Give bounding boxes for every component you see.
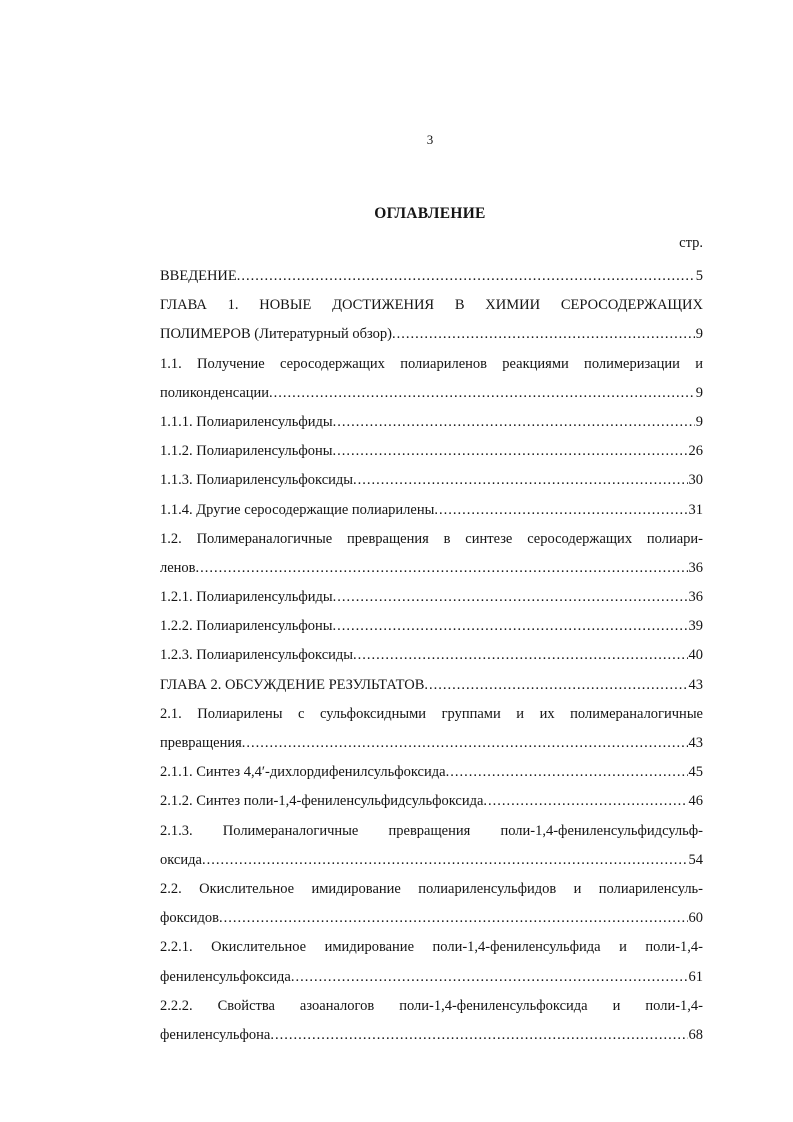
toc-entry-text: 1.1.1. Полиариленсульфиды [160, 413, 333, 430]
toc-entry-1-1-1[interactable] [160, 408, 703, 437]
toc-entry-1-1-heading[interactable]: 1.1. Получение серосодержащих полиариленов реакциями полимеризации и [160, 355, 703, 372]
toc-entry-page: 9 [695, 326, 703, 343]
toc-entry-page: 31 [688, 501, 703, 518]
toc-entry-page: 36 [688, 559, 703, 576]
leader-dots [333, 612, 688, 641]
leader-dots [269, 379, 695, 408]
toc-entry-text: 1.1.2. Полиариленсульфоны [160, 443, 333, 460]
toc-entry-page: 26 [688, 443, 703, 460]
leader-dots [333, 408, 695, 437]
toc-entry-2-1-3[interactable] [160, 846, 703, 875]
leader-dots [434, 496, 687, 525]
toc-entry-chapter-1-heading[interactable]: ГЛАВА 1. НОВЫЕ ДОСТИЖЕНИЯ В ХИМИИ СЕРОСОДЕРЖАЩИХ [160, 297, 703, 314]
toc-entry-1-1[interactable] [160, 379, 703, 408]
toc-entry-1-2-heading[interactable]: 1.2. Полимераналогичные превращения в синтезе серосодержащих полиари- [160, 530, 703, 547]
toc-entry-page: 40 [688, 647, 703, 664]
toc-entry-page: 36 [688, 589, 703, 606]
toc-entry-text: 1.2.2. Полиариленсульфоны [160, 618, 333, 635]
toc-entry-text: ленов [160, 559, 196, 576]
toc-entry-page: 9 [695, 413, 703, 430]
leader-dots [333, 437, 688, 466]
leader-dots [219, 904, 688, 933]
toc-entry-2-1-heading[interactable]: 2.1. Полиарилены с сульфоксидными группами и их полимераналогичные [160, 705, 703, 722]
leader-dots [353, 641, 687, 670]
toc-entry-2-2-heading[interactable]: 2.2. Окислительное имидирование полиариленсульфидов и полиариленсуль- [160, 880, 703, 897]
toc-entry-text: превращения [160, 735, 242, 751]
toc-entry-text: 2.1.1. Синтез 4,4′-дихлордифенилсульфоксида [160, 764, 446, 781]
leader-dots [353, 466, 687, 495]
toc-entry-text: 2.1.2. Синтез поли-1,4-фениленсульфидсульфоксида [160, 793, 484, 810]
toc-entry-text: оксида [160, 851, 202, 868]
toc-entry-text: поликонденсации [160, 384, 270, 401]
table-of-contents [160, 262, 703, 1050]
toc-entry-page: 43 [688, 735, 703, 751]
toc-entry-page: 9 [695, 384, 703, 401]
leader-dots [424, 671, 687, 700]
toc-entry-page: 60 [688, 910, 703, 927]
toc-entry-2-1-3-heading[interactable]: 2.1.3. Полимераналогичные превращения поли-1,4-фениленсульфидсульф- [160, 822, 703, 839]
toc-entry-page: 46 [688, 793, 703, 810]
toc-entry-1-1-4[interactable] [160, 496, 703, 525]
leader-dots [202, 846, 688, 875]
toc-entry-2-2[interactable] [160, 904, 703, 933]
toc-entry-1-2-1[interactable] [160, 583, 703, 612]
toc-entry-text: 1.2.3. Полиариленсульфоксиды [160, 647, 354, 664]
toc-entry-text: ГЛАВА 2. ОБСУЖДЕНИЕ РЕЗУЛЬТАТОВ [160, 676, 425, 693]
toc-entry-page: 43 [688, 676, 703, 693]
toc-entry-2-1-2[interactable] [160, 787, 703, 816]
toc-entry-text: 1.1.3. Полиариленсульфоксиды [160, 472, 354, 489]
toc-entry-2-1-1[interactable] [160, 758, 703, 787]
toc-entry-text: фениленсульфона [160, 1026, 271, 1043]
toc-entry-2-2-1[interactable] [160, 963, 703, 992]
toc-entry-introduction[interactable] [160, 262, 703, 291]
leader-dots [237, 262, 695, 291]
toc-entry-page: 68 [688, 1026, 703, 1043]
toc-entry-1-2[interactable] [160, 554, 703, 583]
toc-entry-text: 1.2.1. Полиариленсульфиды [160, 589, 333, 606]
toc-entry-1-1-2[interactable] [160, 437, 703, 466]
toc-entry-text: 1.1.4. Другие серосодержащие полиарилены [160, 501, 435, 518]
toc-entry-1-1-3[interactable] [160, 466, 703, 495]
toc-entry-text: фениленсульфоксида [160, 968, 291, 985]
leader-dots [483, 787, 687, 816]
toc-entry-2-2-2[interactable] [160, 1021, 703, 1050]
leader-dots [196, 554, 688, 583]
toc-entry-page: 54 [688, 851, 703, 868]
toc-entry-2-2-1-heading[interactable]: 2.2.1. Окислительное имидирование поли-1,4-фениленсульфида и поли-1,4- [160, 939, 703, 956]
toc-entry-page: 61 [688, 968, 703, 985]
leader-dots [270, 1021, 687, 1050]
leader-dots [291, 963, 688, 992]
page-number: 3 [426, 132, 434, 147]
leader-dots [333, 583, 688, 612]
toc-entry-text: ПОЛИМЕРОВ (Литературный обзор) [160, 326, 392, 343]
page-column-label: стр. [679, 235, 703, 251]
page-title: ОГЛАВЛЕНИЕ [374, 205, 486, 222]
toc-entry-page: 39 [688, 618, 703, 635]
leader-dots [446, 758, 688, 787]
toc-entry-2-1[interactable] [160, 729, 703, 758]
toc-entry-page: 45 [688, 764, 703, 781]
leader-dots [242, 729, 688, 758]
toc-entry-1-2-3[interactable] [160, 641, 703, 670]
toc-entry-text: ВВЕДЕНИЕ [160, 268, 237, 284]
toc-entry-page: 5 [695, 268, 703, 284]
leader-dots [392, 320, 695, 349]
toc-entry-1-2-2[interactable] [160, 612, 703, 641]
toc-entry-2-2-2-heading[interactable]: 2.2.2. Свойства азоаналогов поли-1,4-фениленсульфоксида и поли-1,4- [160, 997, 703, 1014]
toc-entry-chapter-1[interactable] [160, 320, 703, 349]
toc-entry-page: 30 [688, 472, 703, 489]
toc-entry-text: фоксидов [160, 910, 219, 927]
toc-entry-chapter-2[interactable] [160, 671, 703, 700]
